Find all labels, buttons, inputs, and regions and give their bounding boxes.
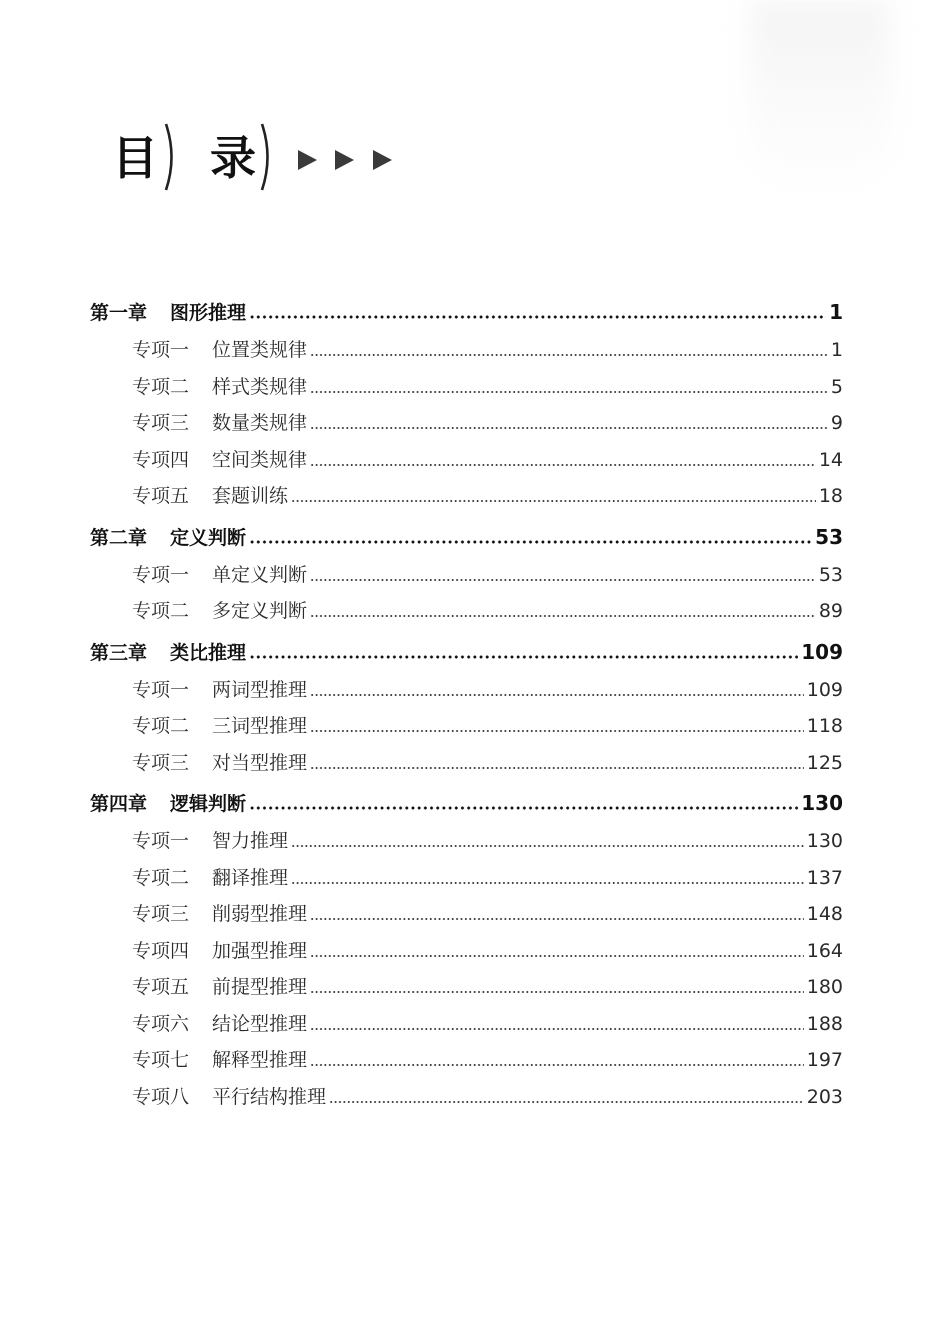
dot-leader (310, 387, 828, 397)
dot-leader (310, 611, 816, 621)
toc-section-row[interactable] (90, 442, 843, 479)
section-title: 结论型推理 (212, 1012, 308, 1035)
section-page-number: 164 (806, 939, 843, 962)
toc-section-row[interactable] (90, 672, 843, 709)
dot-leader (291, 878, 804, 888)
section-page-number: 180 (806, 976, 843, 998)
section-number: 专项二 (132, 715, 190, 737)
dot-leader (249, 652, 798, 662)
section-title: 解释型推理 (212, 1049, 308, 1071)
toc-section-row[interactable] (90, 860, 843, 897)
chapter-title: 类比推理 (170, 641, 247, 664)
chapter-title: 定义判断 (170, 526, 247, 549)
section-number: 专项二 (132, 375, 190, 398)
dot-leader (310, 914, 804, 924)
toc-chapter-row[interactable] (90, 632, 843, 672)
chapter-number: 第二章 (90, 526, 148, 549)
contents-heading (108, 118, 428, 208)
triangle-arrow-icon (335, 150, 354, 170)
bracket-decoration-icon (164, 122, 178, 192)
section-number: 专项一 (132, 339, 190, 361)
dot-leader (249, 312, 826, 322)
section-page-number: 197 (806, 1049, 843, 1071)
section-page-number: 137 (806, 866, 843, 889)
section-title: 空间类规律 (212, 448, 308, 471)
toc-section-row[interactable] (90, 745, 843, 782)
section-page-number: 18 (818, 485, 843, 507)
toc-section-row[interactable] (90, 593, 843, 630)
dot-leader (310, 763, 804, 773)
toc-chapter-row[interactable] (90, 292, 843, 332)
chapter-number: 第一章 (90, 302, 148, 324)
section-page-number: 130 (806, 830, 843, 852)
toc-section-row[interactable] (90, 933, 843, 970)
toc-section-row[interactable] (90, 557, 843, 594)
chapter-page-number: 130 (801, 791, 843, 815)
dot-leader (310, 423, 828, 433)
toc-section-row[interactable] (90, 1042, 843, 1079)
dot-leader (310, 1060, 804, 1070)
section-number: 专项五 (132, 485, 190, 507)
scan-shadow (750, 0, 890, 190)
dot-leader (291, 496, 816, 506)
chapter-title: 逻辑判断 (170, 793, 247, 815)
section-title: 三词型推理 (212, 715, 308, 737)
section-page-number: 125 (806, 751, 843, 774)
section-page-number: 148 (806, 903, 843, 925)
section-title: 加强型推理 (212, 939, 308, 962)
section-title: 削弱型推理 (212, 903, 308, 925)
section-number: 专项一 (132, 563, 190, 586)
dot-leader (249, 803, 798, 813)
toc-chapter-row[interactable] (90, 517, 843, 557)
bracket-decoration-icon (260, 122, 274, 192)
section-title: 翻译推理 (212, 866, 289, 889)
section-page-number: 53 (818, 563, 843, 586)
toc-section-row[interactable] (90, 478, 843, 515)
chapter-page-number: 1 (829, 300, 843, 324)
toc-section-row[interactable] (90, 969, 843, 1006)
section-title: 数量类规律 (212, 412, 308, 434)
section-number: 专项三 (132, 903, 190, 925)
section-number: 专项八 (132, 1085, 190, 1108)
toc-section-row[interactable] (90, 369, 843, 406)
dot-leader (310, 690, 804, 700)
dot-leader (329, 1097, 804, 1107)
section-title: 样式类规律 (212, 375, 308, 398)
heading-char-1: 目 (112, 131, 158, 185)
section-title: 多定义判断 (212, 600, 308, 622)
section-page-number: 89 (818, 600, 843, 622)
dot-leader (291, 841, 804, 851)
dot-leader (310, 350, 828, 360)
chapter-number: 第四章 (90, 793, 148, 815)
section-number: 专项五 (132, 976, 190, 998)
section-page-number: 14 (818, 448, 843, 471)
toc-section-row[interactable] (90, 823, 843, 860)
dot-leader (310, 1024, 804, 1034)
section-title: 前提型推理 (212, 976, 308, 998)
section-number: 专项六 (132, 1012, 190, 1035)
section-page-number: 1 (830, 339, 843, 361)
toc-section-row[interactable] (90, 896, 843, 933)
section-page-number: 203 (806, 1085, 843, 1108)
section-page-number: 9 (830, 412, 843, 434)
chapter-page-number: 53 (815, 524, 843, 549)
section-title: 两词型推理 (212, 678, 308, 701)
chapter-number: 第三章 (90, 641, 148, 664)
dot-leader (310, 951, 804, 961)
dot-leader (249, 537, 812, 547)
section-number: 专项二 (132, 600, 190, 622)
dot-leader (310, 726, 804, 736)
section-title: 单定义判断 (212, 563, 308, 586)
section-title: 智力推理 (212, 830, 289, 852)
section-page-number: 109 (806, 678, 843, 701)
chapter-page-number: 109 (801, 639, 843, 664)
toc-section-row[interactable] (90, 1079, 843, 1116)
triangle-arrow-icon (373, 150, 392, 170)
toc-chapter-row[interactable] (90, 783, 843, 823)
section-number: 专项四 (132, 448, 190, 471)
dot-leader (310, 575, 816, 585)
section-title: 对当型推理 (212, 751, 308, 774)
section-number: 专项七 (132, 1049, 190, 1071)
chapter-title: 图形推理 (170, 302, 247, 324)
section-number: 专项三 (132, 412, 190, 434)
section-title: 平行结构推理 (212, 1085, 327, 1108)
toc-section-row[interactable] (90, 405, 843, 442)
heading-char-2: 录 (210, 131, 256, 185)
toc-section-row[interactable] (90, 708, 843, 745)
toc-section-row[interactable] (90, 1006, 843, 1043)
section-page-number: 5 (830, 375, 843, 398)
section-number: 专项四 (132, 939, 190, 962)
section-title: 套题训练 (212, 485, 289, 507)
dot-leader (310, 460, 816, 470)
section-page-number: 188 (806, 1012, 843, 1035)
section-page-number: 118 (806, 715, 843, 737)
section-number: 专项一 (132, 830, 190, 852)
section-number: 专项一 (132, 678, 190, 701)
table-of-contents (90, 290, 843, 1115)
triangle-arrow-icon (298, 150, 317, 170)
section-number: 专项二 (132, 866, 190, 889)
section-number: 专项三 (132, 751, 190, 774)
toc-section-row[interactable] (90, 332, 843, 369)
section-title: 位置类规律 (212, 339, 308, 361)
dot-leader (310, 987, 804, 997)
